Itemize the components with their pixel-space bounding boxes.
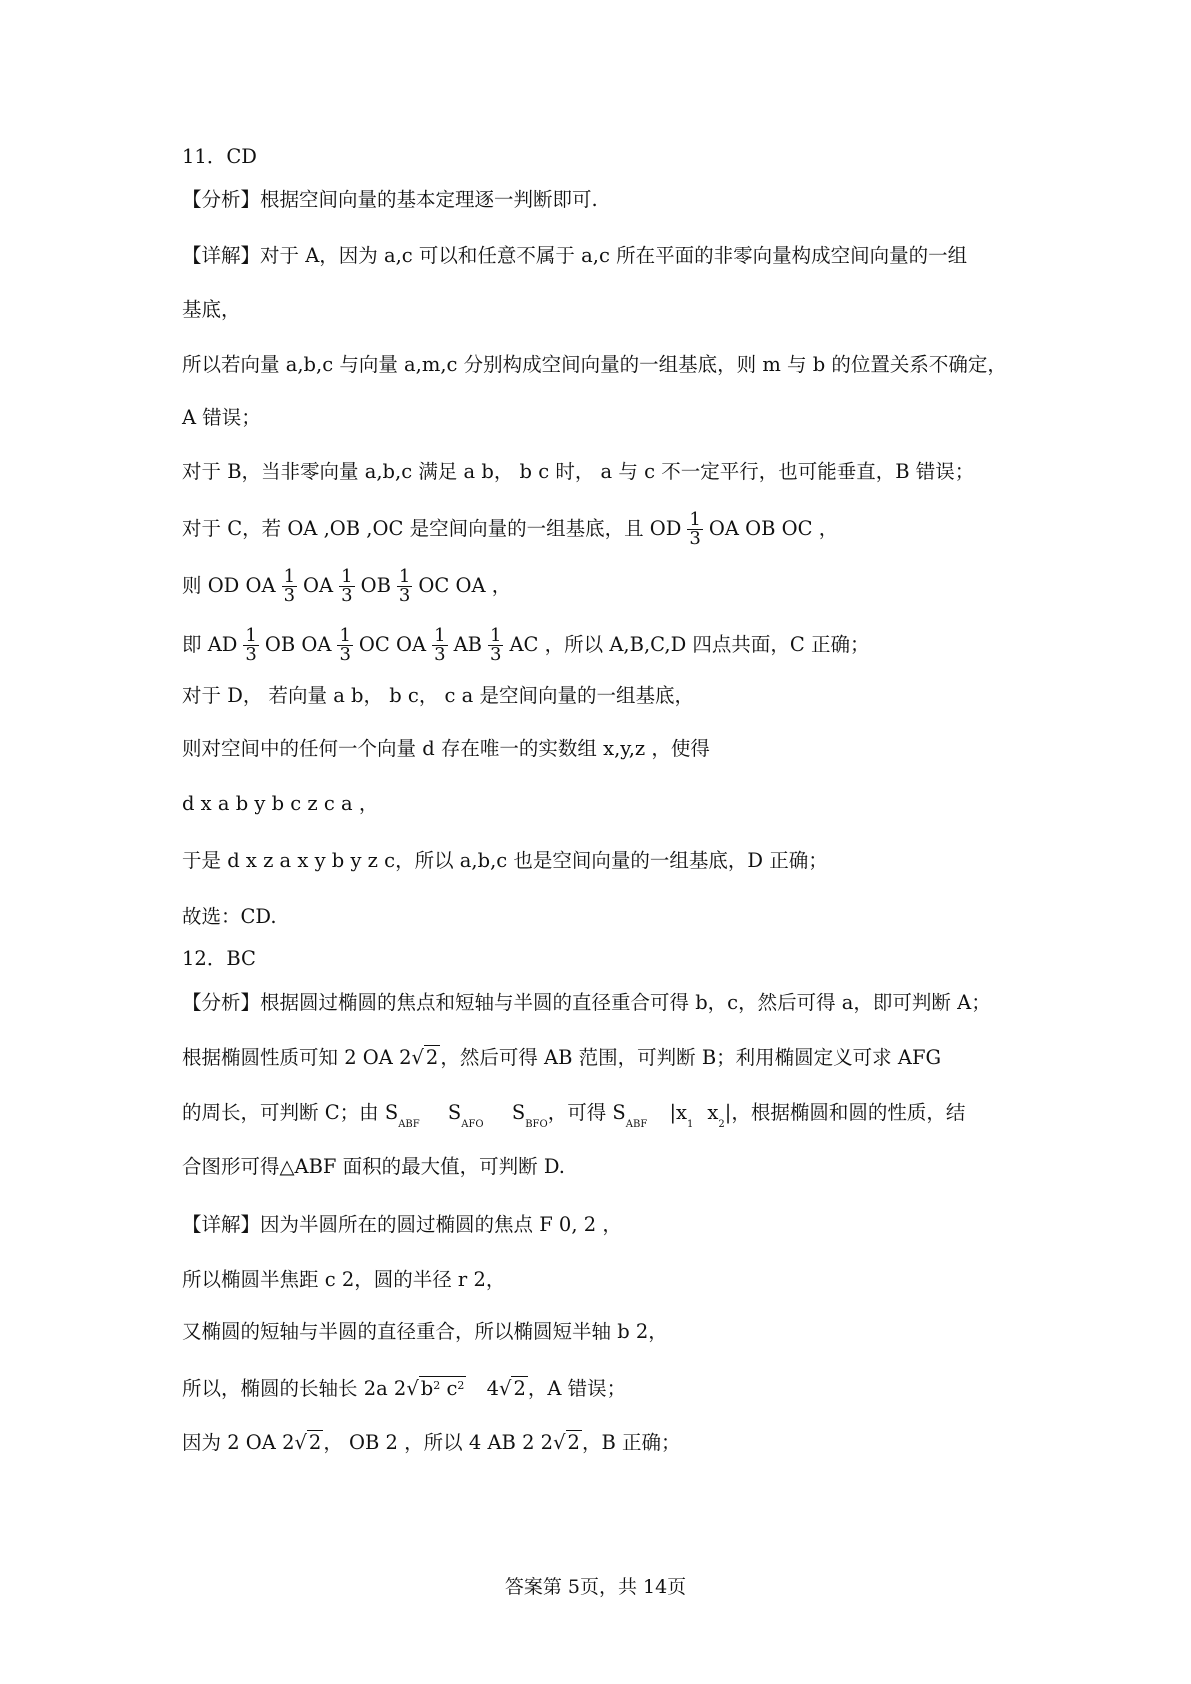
subscript: 2 — [718, 1119, 725, 1130]
fraction — [488, 627, 503, 664]
radicand: 2 — [308, 1431, 322, 1454]
fraction-denominator: 3 — [283, 585, 296, 606]
detail-11-option-c-1 — [182, 511, 838, 548]
page-footer: 答案第 5页，共 14页 — [504, 1576, 687, 1598]
text-segment: ，根据椭圆和圆的性质，结 — [731, 1101, 966, 1124]
radicand — [419, 1376, 467, 1400]
fraction — [243, 627, 258, 664]
subscript: ABF — [625, 1119, 648, 1130]
detail-12-line-3: 又椭圆的短轴与半圆的直径重合，所以椭圆短半轴 b 2， — [182, 1320, 668, 1343]
detail-11-line-4: A 错误； — [182, 406, 261, 429]
fraction-denominator: 3 — [489, 644, 502, 665]
fraction-denominator: 3 — [434, 644, 446, 665]
fraction-numerator: 1 — [398, 566, 411, 587]
analysis-12-line-3: 的周长，可判断 C；由 $S_{ABF}$ $S_{AFO}$ $S_{BFO}$，可得 $S_{ABF}$ $|x_1x_2|$，根据椭圆和圆的性质，结 — [182, 1101, 966, 1130]
question-12-header: 12．BC — [182, 947, 256, 970]
text-segment: b — [420, 1377, 434, 1400]
text-segment: OA — [303, 574, 334, 597]
text-segment: 根据椭圆性质可知 2 OA 2 — [182, 1046, 412, 1069]
text-segment: 所以，椭圆的长轴长 2a 2 — [182, 1377, 407, 1400]
detail-12-line-4 — [182, 1373, 626, 1402]
sqrt-expression: √ 2 — [294, 1431, 322, 1454]
text-segment: 则 OD OA — [182, 574, 276, 597]
text-segment: ， OB 2 ，所以 4 AB 2 2 — [323, 1431, 554, 1454]
detail-11-option-c-3 — [182, 627, 870, 664]
fraction-numerator: 1 — [341, 566, 353, 587]
text-segment: OB — [360, 574, 391, 597]
fraction-denominator: 3 — [398, 585, 411, 606]
radicand: 2 — [425, 1046, 439, 1069]
radicand: 2 — [567, 1431, 580, 1454]
fraction — [397, 568, 412, 605]
fraction — [282, 568, 297, 605]
text-segment: AB — [453, 633, 482, 656]
text-segment: ，B 正确； — [581, 1431, 681, 1454]
detail-12-line-5 — [182, 1430, 680, 1456]
fraction-numerator: 1 — [689, 509, 701, 530]
subscript: ABF — [398, 1119, 420, 1130]
text-segment: OB OA — [264, 633, 332, 656]
text-segment: S — [511, 1101, 526, 1124]
text-segment: c — [446, 1377, 458, 1400]
fraction-denominator: 3 — [689, 528, 701, 549]
text-segment: 因为 2 OA 2 — [182, 1431, 295, 1454]
detail-11-line-1: 【详解】对于 A，因为 a,c 可以和任意不属于 a,c 所在平面的非零向量构成空间向量的一组 — [182, 244, 968, 267]
answer-11: 故选：CD. — [182, 905, 277, 928]
sqrt-expression: √ 2 — [499, 1377, 526, 1400]
text-segment: S — [447, 1101, 462, 1124]
analysis-11: 【分析】根据空间向量的基本定理逐一判断即可. — [182, 188, 598, 211]
superscript: 2 — [457, 1379, 465, 1392]
text-segment: 对于 C，若 OA ,OB ,OC 是空间向量的一组基底，且 OD — [182, 517, 682, 540]
analysis-12-line-1: 【分析】根据圆过椭圆的焦点和短轴与半圆的直径重合可得 b，c，然后可得 a，即可判断 A； — [182, 991, 991, 1014]
subscript: AFO — [461, 1119, 484, 1130]
fraction — [339, 568, 354, 605]
fraction-numerator: 1 — [283, 566, 296, 587]
detail-11-option-b: 对于 B，当非零向量 a,b,c 满足 a b， b c 时， a 与 c 不一定平行，也可能垂直，B 错误； — [182, 460, 975, 483]
text-segment: ，然后可得 AB 范围，可判断 B；利用椭圆定义可求 AFG — [440, 1046, 942, 1069]
fraction-numerator: 1 — [434, 625, 446, 646]
detail-11-line-3: 所以若向量 a,b,c 与向量 a,m,c 分别构成空间向量的一组基底，则 m 与 b 的位置关系不确定， — [182, 353, 1007, 376]
text-segment: 4 — [486, 1377, 500, 1400]
detail-11-option-d-2: 则对空间中的任何一个向量 d 存在唯一的实数组 x,y,z ，使得 — [182, 737, 710, 760]
detail-11-option-d-1: 对于 D， 若向量 a b， b c， c a 是空间向量的一组基底， — [182, 684, 694, 707]
fraction-numerator: 1 — [245, 625, 257, 646]
text-segment: x — [707, 1101, 719, 1124]
subscript: 1 — [687, 1119, 694, 1130]
text-segment: AC ，所以 A,B,C,D 四点共面，C 正确； — [509, 633, 870, 656]
sqrt-expression: √ 2 — [553, 1431, 580, 1454]
fraction-denominator: 3 — [341, 585, 353, 606]
text-segment: x — [676, 1101, 688, 1124]
sqrt-expression: √ $b^2$ $c^2$ — [406, 1377, 465, 1400]
fraction — [687, 511, 702, 548]
text-segment: 的周长，可判断 C；由 S — [182, 1101, 399, 1124]
fraction-numerator: 1 — [489, 625, 502, 646]
text-segment: OC OA ， — [418, 574, 512, 597]
radicand: 2 — [513, 1377, 526, 1400]
detail-11-option-d-3: d x a b y b c z c a ， — [182, 792, 379, 815]
fraction — [337, 627, 352, 664]
detail-11-option-d-4: 于是 d x z a x y b y z c，所以 a,b,c 也是空间向量的一组基底，D 正确； — [182, 849, 828, 872]
detail-12-line-1: 【详解】因为半圆所在的圆过椭圆的焦点 F 0, 2 ， — [182, 1213, 622, 1236]
detail-11-option-c-2 — [182, 568, 511, 605]
text-segment: OA OB OC ， — [708, 517, 839, 540]
subscript: BFO — [525, 1119, 548, 1130]
text-segment: OC OA — [358, 633, 427, 656]
fraction-denominator: 3 — [339, 644, 351, 665]
detail-12-line-2: 所以椭圆半焦距 c 2，圆的半径 r 2， — [182, 1268, 506, 1291]
fraction-numerator: 1 — [339, 625, 351, 646]
analysis-12-line-2 — [182, 1045, 941, 1071]
fraction-denominator: 3 — [245, 644, 257, 665]
sqrt-expression: √ 2 — [411, 1046, 439, 1069]
text-segment: ，A 错误； — [527, 1377, 627, 1400]
question-11-header: 11．CD — [182, 145, 257, 168]
text-segment: ，可得 S — [547, 1101, 626, 1124]
fraction — [432, 627, 447, 664]
text-segment: 即 AD — [182, 633, 238, 656]
detail-11-line-2: 基底， — [182, 298, 241, 321]
superscript: 2 — [433, 1379, 441, 1392]
analysis-12-line-4: 合图形可得△ABF 面积的最大值，可判断 D. — [182, 1155, 565, 1178]
